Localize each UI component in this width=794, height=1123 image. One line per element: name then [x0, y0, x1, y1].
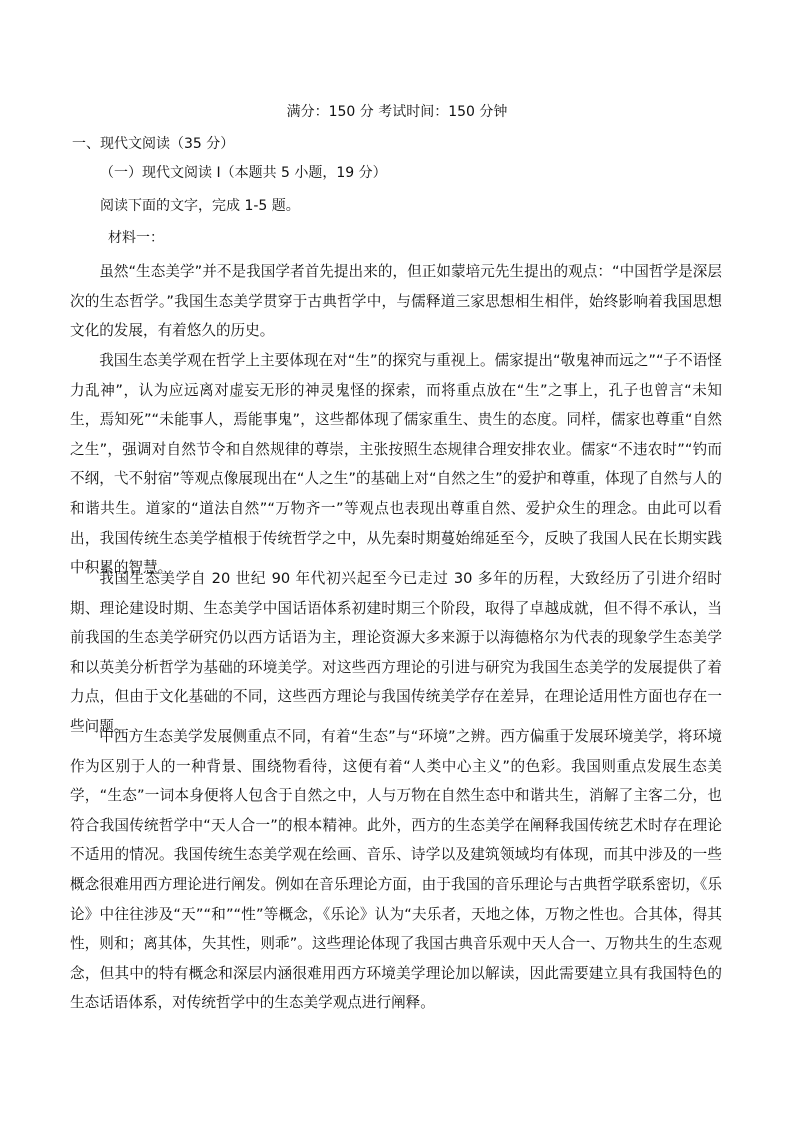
paragraph: 虽然“生态美学”并不是我国学者首先提出来的，但正如蒙培元先生提出的观点：“中国哲学是深层次的生态哲学。”我国生态美学贯穿于古典哲学中，与儒释道三家思想相生相伴，始终影响着我国思想文化的发展，有着悠久的历史。 [70, 263, 722, 340]
paragraph: 中西方生态美学发展侧重点不同，有着“生态”与“环境”之辨。西方偏重于发展环境美学，将环境作为区别于人的一种背景、围绕物看待，这便有着“人类中心主义”的色彩。我国则重点发展生态美学，“生态”一词本身便将人包含于自然之中，人与万物在自然生态中和谐共生，消解了主客二分，也符合我国传统哲学中“天人合一”的根本精神。此外，西方的生态美学在阐释我国传统艺术时存在理论不适用的情况。我国传统生态美学观在绘画、音乐、诗学以及建筑领域均有体现，而其中涉及的一些概念很难用西方理论进行阐发。例如在音乐理论方面，由于我国的音乐理论与古典哲学联系密切，《乐论》中往往涉及“天”“和”“性”等概念，《乐论》认为“夫乐者，天地之体，万物之性也。合其体，得其性，则和；离其体，失其性，则乖”。这些理论体现了我国古典音乐观中天人合一、万物共生的生态观念，但其中的特有概念和深层内涵很难用西方环境美学理论加以解读，因此需要建立具有我国特色的生态话语体系，对传统哲学中的生态美学观点进行阐释。 [70, 728, 722, 1012]
material-label: 材料一： [108, 230, 164, 246]
subsection-title: （一）现代文阅读 I（本题共 5 小题，19 分） [100, 165, 387, 181]
paragraph: 我国生态美学自 20 世纪 90 年代初兴起至今已走过 30 多年的历程，大致经历了引进介绍时期、理论建设时期、生态美学中国话语体系初建时期三个阶段，取得了卓越成就，但不得不承认，当前我国的生态美学研究仍以西方话语为主，理论资源大多来源于以海德格尔为代表的现象学生态美学和以英美分析哲学为基础的环境美学。对这些西方理论的引进与研究为我国生态美学的发展提供了着力点，但由于文化基础的不同，这些西方理论与我国传统美学存在差异，在理论适用性方面也存在一些问题。 [70, 570, 722, 735]
paragraph: 我国生态美学观在哲学上主要体现在对“生”的探究与重视上。儒家提出“敬鬼神而远之”“子不语怪力乱神”，认为应远离对虚妄无形的神灵鬼怪的探索，而将重点放在“生”之事上，孔子也曾言“未知生，焉知死”“未能事人，焉能事鬼”，这些都体现了儒家重生、贵生的态度。同样，儒家也尊重“自然之生”，强调对自然节令和自然规律的尊崇，主张按照生态规律合理安排农业。儒家“不违农时”“钓而不纲，弋不射宿”等观点像展现出在“人之生”的基础上对“自然之生”的爱护和尊重，体现了自然与人的和谐共生。道家的“道法自然”“万物齐一”等观点也表现出尊重自然、爱护众生的理念。由此可以看出，我国传统生态美学植根于传统哲学之中，从先秦时期蔓始绵延至今，反映了我国人民在长期实践中积累的智慧。 [70, 352, 722, 577]
exam-info: 满分：150 分 考试时间：150 分钟 [286, 104, 508, 120]
reading-instruction: 阅读下面的文字，完成 1-5 题。 [100, 198, 300, 214]
section-title: 一、现代文阅读（35 分） [72, 136, 235, 152]
